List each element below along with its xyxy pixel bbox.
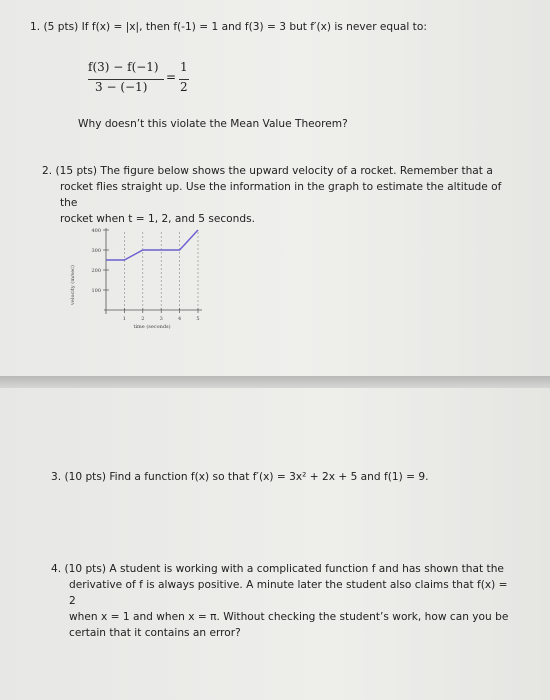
y-tick-label: 100: [91, 287, 101, 294]
fraction-numerator: f(3) − f(−1): [88, 60, 159, 74]
x-tick-label: 3: [159, 316, 163, 322]
question-2-text: [42, 163, 522, 227]
question-2-line-3: rocket when t = 1, 2, and 5 seconds.: [60, 213, 255, 225]
page-gap: [0, 376, 550, 388]
x-axis-label: time (seconds): [133, 324, 171, 330]
velocity-chart: [62, 222, 212, 334]
fraction-denominator: 3 − (−1): [95, 80, 148, 94]
x-tick-label: 4: [178, 316, 182, 322]
x-tick-label: 2: [141, 316, 145, 322]
y-axis-label: velocity (m/sec): [70, 265, 76, 305]
y-tick-label: 200: [91, 267, 101, 274]
question-4-line-4: certain that it contains an error?: [69, 627, 241, 639]
equals-sign: =: [166, 70, 177, 84]
x-tick-label: 1: [122, 316, 126, 322]
question-4-text: [51, 561, 511, 641]
question-3-text: 3. (10 pts) Find a function f(x) so that f′(x) = 3x² + 2x + 5 and f(1) = 9.: [51, 471, 429, 483]
fraction-numerator: 1: [180, 60, 188, 74]
fraction-denominator: 2: [180, 80, 188, 94]
question-4-line-2: derivative of f is always positive. A minute later the student also claims that f(x) = 2: [69, 579, 508, 607]
question-2-line-2: rocket flies straight up. Use the information in the graph to estimate the altitude of the: [60, 181, 502, 209]
question-4-line-1: 4. (10 pts) A student is working with a complicated function f and has shown that the: [51, 563, 504, 575]
y-tick-label: 400: [91, 227, 101, 234]
x-tick-label: 5: [196, 316, 200, 322]
y-tick-label: 300: [91, 247, 101, 254]
question-4-line-3: when x = 1 and when x = π. Without checking the student’s work, how can you be: [69, 611, 509, 623]
question-2-line-1: 2. (15 pts) The figure below shows the upward velocity of a rocket. Remember that a: [42, 165, 493, 177]
page-sheet-bottom: [0, 388, 550, 700]
question-1-why: Why doesn’t this violate the Mean Value Theorem?: [78, 118, 348, 130]
question-1-text: 1. (5 pts) If f(x) = |x|, then f(-1) = 1 and f(3) = 3 but f′(x) is never equal to:: [30, 21, 427, 33]
plot-area: [91, 228, 202, 322]
velocity-line: [106, 230, 198, 260]
